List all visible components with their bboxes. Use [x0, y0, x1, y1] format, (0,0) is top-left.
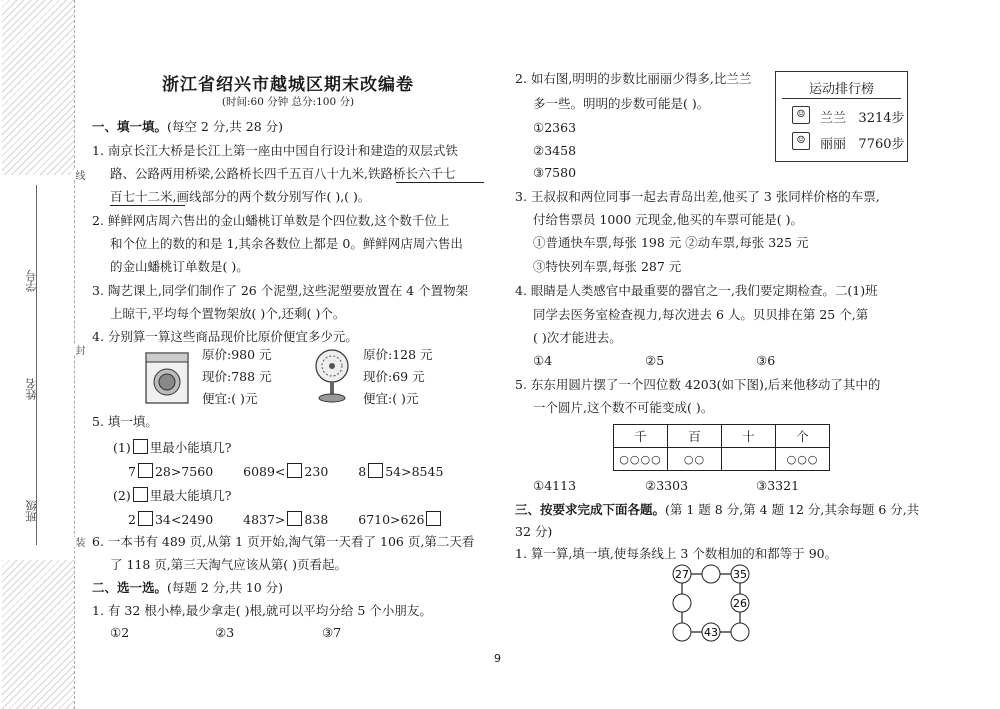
ranking-row-2: 丽丽 7760步 — [820, 137, 905, 152]
q2-line3: 的金山蟠桃订单数是( )。 — [110, 259, 249, 274]
s2-option-1[interactable]: ①2363 — [533, 120, 577, 135]
electric-fan-icon — [312, 348, 352, 404]
s2-line1: 2. 如右图,明明的步数比丽丽少得多,比兰兰 — [515, 71, 752, 86]
s5-line2: 一个圆片,这个数不可能变成( )。 — [533, 400, 714, 415]
blank-box — [133, 487, 148, 502]
s1-option-1[interactable]: ①2 — [110, 625, 130, 640]
q1-line2: 路、公路两用桥梁,公路桥长四千五百八十九米,铁路桥长六千七 — [110, 166, 456, 181]
label-name: 姓名 — [25, 378, 38, 400]
puzzle-node-tl — [673, 565, 691, 583]
blank-box[interactable] — [138, 463, 153, 478]
ranking-board — [775, 71, 908, 162]
ranking-title: 运动排行榜 — [808, 82, 874, 97]
puzzle-node-mr — [731, 594, 749, 612]
fan-orig-price: 原价:128 元 — [363, 347, 433, 362]
page-number: 9 — [494, 652, 501, 665]
puzzle-node-bm — [702, 623, 720, 641]
washer-now-price: 现价:788 元 — [202, 369, 272, 384]
pv-value-ones: ○○○ — [776, 448, 830, 471]
blank-box[interactable] — [287, 511, 302, 526]
s1-option-3[interactable]: ③7 — [322, 625, 342, 640]
q5-part2: (2) 里最大能填几? — [113, 488, 232, 503]
binding-margin — [0, 0, 84, 709]
pv-value-hundreds: ○○ — [668, 448, 722, 471]
blank-box[interactable] — [368, 463, 383, 478]
pv-header-ones: 个 — [776, 425, 830, 448]
page-title: 浙江省绍兴市越城区期末改编卷 — [162, 75, 414, 95]
q1-underline — [396, 182, 484, 183]
s5-option-3[interactable]: ③3321 — [756, 478, 800, 493]
fan-cheaper: 便宜:( )元 — [363, 391, 419, 406]
pv-value-thousands: ○○○○ — [614, 448, 668, 471]
s2-line2: 多一些。明明的步数可能是( )。 — [533, 96, 710, 111]
girl-avatar-icon: ☺ — [792, 132, 810, 150]
pv-header-tens: 十 — [722, 425, 776, 448]
s5-option-2[interactable]: ②3303 — [645, 478, 689, 493]
washer-cheaper: 便宜:( )元 — [202, 391, 258, 406]
s4-line1: 4. 眼睛是人类感官中最重要的器官之一,我们要定期检查。二(1)班 — [515, 283, 878, 298]
hatch-bottom — [2, 560, 74, 709]
q6-line1: 6. 一本书有 489 页,从第 1 页开始,淘气第一天看了 106 页,第二天看 — [92, 534, 475, 549]
s4-option-2[interactable]: ②5 — [645, 353, 665, 368]
blank-box[interactable] — [426, 511, 441, 526]
svg-text:27: 27 — [675, 568, 689, 581]
blank-box[interactable] — [287, 463, 302, 478]
pv-value-tens — [722, 448, 776, 471]
puzzle-node-br — [731, 623, 749, 641]
cut-mark-fold: 装 — [73, 537, 84, 547]
s5-line1: 5. 东东用圆片摆了一个四位数 4203(如下图),后来他移动了其中的 — [515, 377, 881, 392]
washing-machine-icon — [143, 350, 191, 406]
pv-header-thousands: 千 — [614, 425, 668, 448]
q1-line1: 1. 南京长江大桥是长江上第一座由中国自行设计和建造的双层式铁 — [92, 143, 458, 158]
q1-line3: 百七十二米,画线部分的两个数分别写作( ),( )。 — [110, 189, 371, 204]
svg-text:35: 35 — [733, 568, 747, 581]
s4-line2: 同学去医务室检查视力,每次进去 6 人。贝贝排在第 25 个,第 — [533, 307, 869, 322]
section-3-points-cont: 32 分) — [515, 524, 553, 539]
q1-underline-2 — [110, 205, 185, 206]
q5-row1: 7 28>7560 6089< 230 8 54>8545 — [128, 464, 444, 479]
s3-line1: 3. 王叔叔和两位同事一起去青岛出差,他买了 3 张同样价格的车票, — [515, 189, 880, 204]
blank-box[interactable] — [138, 511, 153, 526]
svg-text:26: 26 — [733, 597, 747, 610]
s4-option-1[interactable]: ①4 — [533, 353, 553, 368]
q5-part1: (1) 里最小能填几? — [113, 440, 232, 455]
t1-question: 1. 算一算,填一填,使每条线上 3 个数相加的和都等于 90。 — [515, 546, 838, 561]
s3-options-2[interactable]: ③特快列车票,每张 287 元 — [533, 259, 682, 274]
blank-box — [133, 439, 148, 454]
label-class: 班级 — [25, 500, 38, 522]
section-3-header: 三、按要求完成下面各题。(第 1 题 8 分,第 4 题 12 分,其余每题 6 分,共 — [515, 502, 920, 517]
s2-option-3[interactable]: ③7580 — [533, 165, 577, 180]
s1-option-2[interactable]: ②3 — [215, 625, 235, 640]
s2-option-2[interactable]: ②3458 — [533, 143, 577, 158]
cut-mark-line: 线 — [73, 170, 84, 180]
q6-line2: 了 118 页,第三天淘气应该从第( )页看起。 — [110, 557, 348, 572]
puzzle-node-tm — [702, 565, 720, 583]
girl-avatar-icon: ☺ — [792, 106, 810, 124]
cut-mark-seal: 封 — [73, 345, 84, 355]
q2-line2: 和个位上的数的和是 1,其余各数位上都是 0。鲜鲜网店周六售出 — [110, 236, 463, 251]
q3-line2: 上晾干,平均每个置物架放( )个,还剩( )个。 — [110, 306, 346, 321]
student-info-line — [36, 185, 37, 545]
ranking-row-1: 兰兰 3214步 — [820, 111, 905, 126]
place-value-table — [613, 424, 830, 471]
s1-question: 1. 有 32 根小棒,最少拿走( )根,就可以平均分给 5 个小朋友。 — [92, 603, 432, 618]
section-1-header: 一、填一填。(每空 2 分,共 28 分) — [92, 119, 283, 134]
ranking-divider — [782, 98, 901, 99]
section-2-header: 二、选一选。(每题 2 分,共 10 分) — [92, 580, 283, 595]
puzzle-node-ml — [673, 594, 691, 612]
puzzle-node-bl — [673, 623, 691, 641]
q3-line1: 3. 陶艺课上,同学们制作了 26 个泥塑,这些泥塑要放置在 4 个置物架 — [92, 283, 469, 298]
square-puzzle — [668, 562, 758, 647]
s4-option-3[interactable]: ③6 — [756, 353, 776, 368]
page-subtitle: (时间:60 分钟 总分:100 分) — [221, 96, 355, 108]
s3-options-1[interactable]: ①普通快车票,每张 198 元 ②动车票,每张 325 元 — [533, 235, 809, 250]
q4-line1: 4. 分别算一算这些商品现价比原价便宜多少元。 — [92, 329, 358, 344]
puzzle-node-tr — [731, 565, 749, 583]
q5-head: 5. 填一填。 — [92, 414, 158, 429]
label-student-id: 学号 — [25, 270, 38, 292]
svg-text:43: 43 — [704, 626, 718, 639]
q5-row2: 2 34<2490 4837> 838 6710>626 — [128, 511, 443, 527]
hatch-top — [2, 0, 74, 175]
fan-now-price: 现价:69 元 — [363, 369, 425, 384]
s4-line3: ( )次才能进去。 — [533, 330, 622, 345]
s3-line2: 付给售票员 1000 元现金,他买的车票可能是( )。 — [533, 212, 803, 227]
q2-line1: 2. 鲜鲜网店周六售出的金山蟠桃订单数是个四位数,这个数千位上 — [92, 213, 450, 228]
pv-header-hundreds: 百 — [668, 425, 722, 448]
washer-orig-price: 原价:980 元 — [202, 347, 272, 362]
s5-option-1[interactable]: ①4113 — [533, 478, 577, 493]
